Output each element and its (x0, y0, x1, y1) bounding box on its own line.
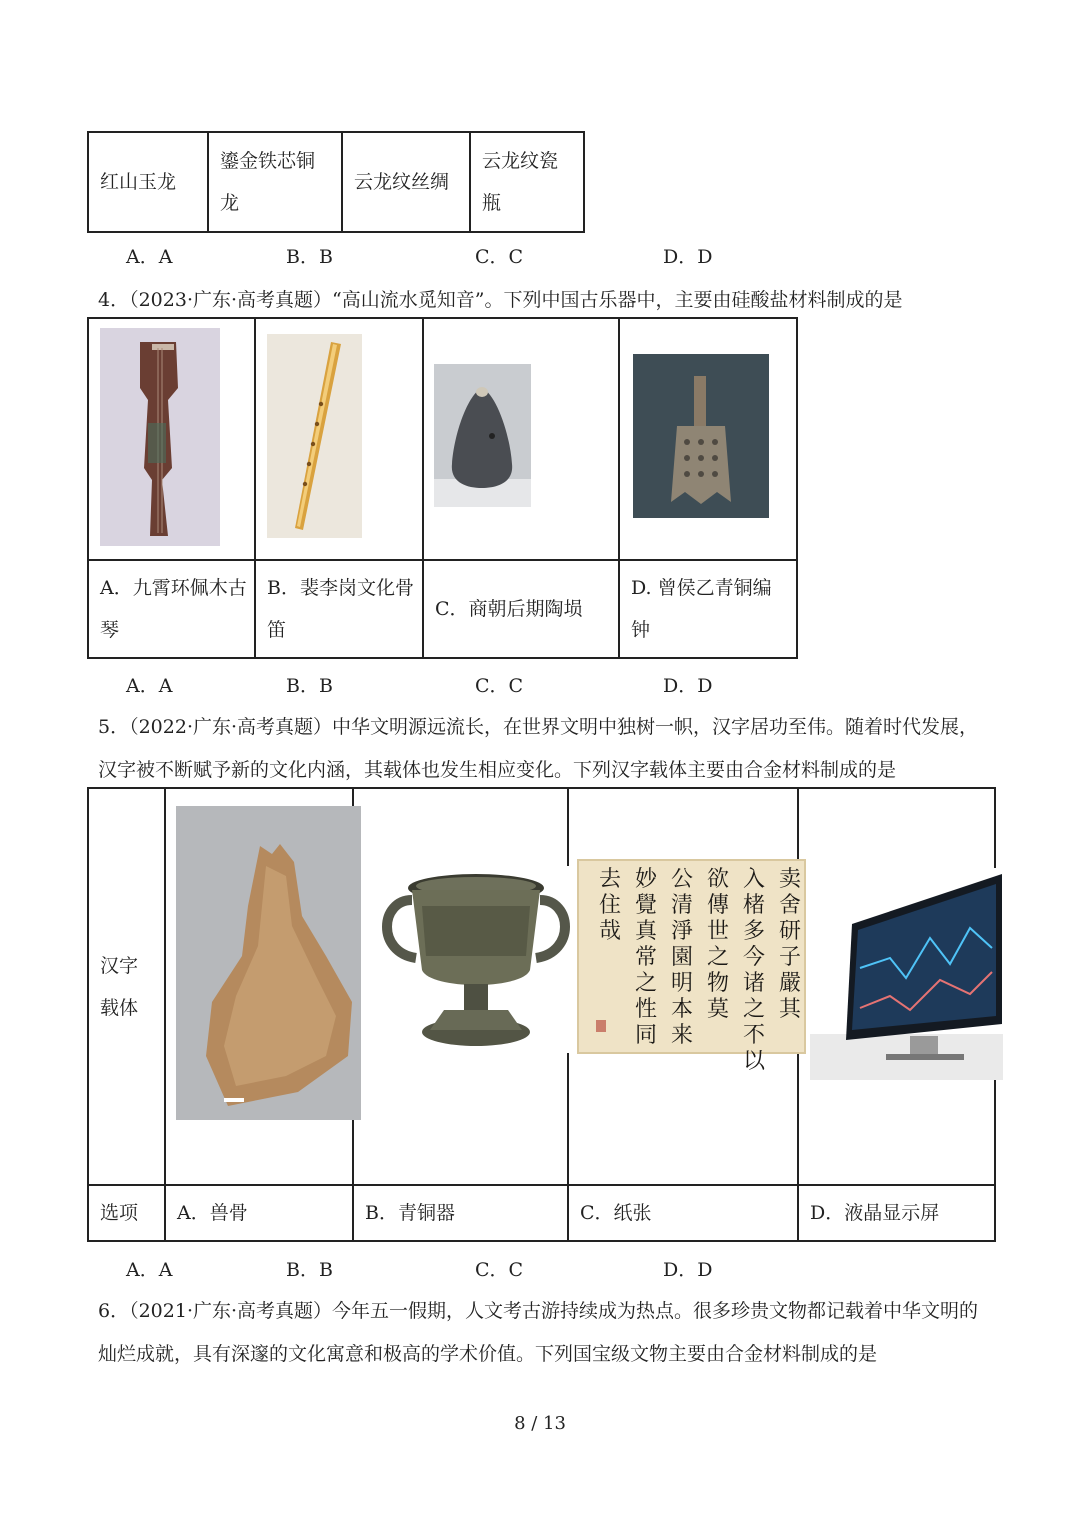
calligraphy-glyph: 多 (742, 919, 766, 944)
calligraphy-glyph: 公 (670, 867, 694, 892)
q5-option-header-cell (88, 1185, 165, 1241)
q4-label-a-line-1: A．九霄环佩木古 (100, 577, 247, 599)
calligraphy-glyph: 性 (634, 997, 658, 1022)
calligraphy-glyph: 妙 (634, 867, 658, 892)
q6-stem-line-1: 6．（2021·广东·高考真题）今年五一假期，人文考古游持续成为热点。很多珍贵文物都记载着中华文明的 (98, 1300, 979, 1322)
q5-choice-cell-c (568, 1185, 798, 1241)
q5-choice-cell-d (798, 1185, 995, 1241)
calligraphy-glyph: 淨 (670, 919, 694, 944)
calligraphy-glyph: 住 (598, 893, 622, 918)
q3-table (87, 131, 585, 233)
calligraphy-glyph: 其 (778, 997, 802, 1022)
calligraphy-glyph: 常 (634, 945, 658, 970)
calligraphy-glyph: 傳 (706, 893, 730, 918)
q3-cell-d (470, 132, 584, 232)
pottery-xun-image (434, 364, 531, 507)
q3-cell-a-line-1: 红山玉龙 (100, 171, 177, 193)
q4-option-b[interactable]: B．B (286, 675, 333, 697)
bronze-vessel-image (372, 866, 578, 1053)
q4-label-c-line-1: C．商朝后期陶埙 (435, 598, 583, 620)
calligraphy-glyph: 嚴 (778, 971, 802, 996)
q4-option-a[interactable]: A．A (126, 675, 173, 697)
bone-flute-image (267, 334, 362, 538)
q5-stem-line-1: 5．（2022·广东·高考真题）中华文明源远流长，在世界文明中独树一帜，汉字居功至伟。随着时代发展， (98, 716, 979, 738)
q3-option-c[interactable]: C．C (475, 246, 524, 268)
q5-option-b[interactable]: B．B (286, 1259, 333, 1281)
q5-choice-c: C．纸张 (580, 1202, 652, 1224)
bronze-bell-image (633, 354, 769, 518)
q3-cell-d-line-2: 瓶 (482, 192, 502, 214)
q3-cell-d-line-1: 云龙纹瓷 (482, 150, 559, 172)
calligraphy-glyph: 诸 (742, 971, 766, 996)
q4-label-cell-d (619, 560, 797, 658)
calligraphy-glyph: 来 (670, 1023, 694, 1048)
calligraphy-glyph: 明 (670, 971, 694, 996)
q5-option-header: 选项 (100, 1202, 139, 1224)
q4-stem: 4．（2023·广东·高考真题）“高山流水觅知音”。下列中国古乐器中，主要由硅酸盐材料制成的是 (98, 289, 903, 311)
calligraphy-glyph: 物 (706, 971, 730, 996)
q3-cell-c-line-1: 云龙纹丝绸 (354, 171, 450, 193)
calligraphy-glyph: 卖 (778, 867, 802, 892)
q4-label-b-line-1: B．裴李岗文化骨 (267, 577, 414, 599)
q5-row-header-line-1: 汉字 (100, 954, 139, 977)
calligraphy-glyph: 楮 (742, 893, 766, 918)
calligraphy-glyph: 欲 (706, 867, 730, 892)
q5-row-header-cell (88, 788, 165, 1185)
q5-choice-cell-a (165, 1185, 353, 1241)
q4-option-d[interactable]: D．D (663, 675, 713, 697)
q5-choice-a: A．兽骨 (177, 1202, 248, 1224)
calligraphy-glyph: 本 (670, 997, 694, 1022)
q5-choice-cell-b (353, 1185, 568, 1241)
calligraphy-glyph: 以 (742, 1049, 766, 1074)
q3-cell-b-line-2: 龙 (220, 192, 240, 214)
q4-label-d-line-1: D. 曾侯乙青铜编钟 (631, 577, 772, 641)
calligraphy-glyph: 園 (670, 945, 694, 970)
calligraphy-glyph: 不 (742, 1023, 766, 1048)
calligraphy-glyph: 哉 (598, 919, 622, 944)
q3-cell-b (208, 132, 342, 232)
page-number: 8 / 13 (514, 1413, 566, 1434)
q4-option-c[interactable]: C．C (475, 675, 524, 697)
calligraphy-glyph: 子 (778, 945, 802, 970)
q3-option-b[interactable]: B．B (286, 246, 333, 268)
q4-label-b-line-2: 笛 (267, 619, 287, 641)
q4-label-a-line-2: 琴 (100, 619, 120, 641)
q5-choice-b: B．青铜器 (365, 1202, 455, 1224)
q3-cell-a (88, 132, 208, 232)
q3-cell-b-line-1: 鎏金铁芯铜 (220, 150, 316, 172)
q3-cell-c (342, 132, 470, 232)
q4-label-cell-a (88, 560, 255, 658)
calligraphy-glyph: 覺 (634, 893, 658, 918)
q4-label-cell-c (423, 560, 619, 658)
calligraphy-glyph: 去 (598, 867, 622, 892)
calligraphy-glyph: 同 (634, 1023, 658, 1048)
guqin-image (100, 328, 220, 546)
q4-label-cell-b (255, 560, 423, 658)
q5-choice-d: D．液晶显示屏 (810, 1202, 940, 1224)
calligraphy-glyph: 今 (742, 945, 766, 970)
calligraphy-glyph: 舍 (778, 893, 802, 918)
q5-option-d[interactable]: D．D (663, 1259, 713, 1281)
calligraphy-glyph: 世 (706, 919, 730, 944)
calligraphy-glyph: 真 (634, 919, 658, 944)
calligraphy-glyph: 清 (670, 893, 694, 918)
calligraphy-paper-image (578, 860, 805, 1074)
q6-stem-line-2: 灿烂成就，具有深邃的文化寓意和极高的学术价值。下列国宝级文物主要由合金材料制成的是 (98, 1343, 878, 1365)
q3-option-d[interactable]: D．D (663, 246, 713, 268)
q5-stem-line-2: 汉字被不断赋予新的文化内涵，其载体也发生相应变化。下列汉字载体主要由合金材料制成的是 (98, 759, 897, 781)
calligraphy-glyph: 研 (778, 919, 802, 944)
calligraphy-glyph: 之 (706, 945, 730, 970)
q5-option-a[interactable]: A．A (126, 1259, 173, 1281)
q5-row-header-line-2: 载体 (100, 996, 139, 1019)
q3-option-a[interactable]: A．A (126, 246, 173, 268)
q5-option-c[interactable]: C．C (475, 1259, 524, 1281)
animal-bone-image (176, 806, 361, 1120)
lcd-monitor-image (810, 868, 1003, 1080)
calligraphy-glyph: 入 (742, 867, 766, 892)
calligraphy-glyph: 莫 (706, 997, 730, 1022)
calligraphy-glyph: 之 (634, 971, 658, 996)
calligraphy-glyph: 之 (742, 997, 766, 1022)
